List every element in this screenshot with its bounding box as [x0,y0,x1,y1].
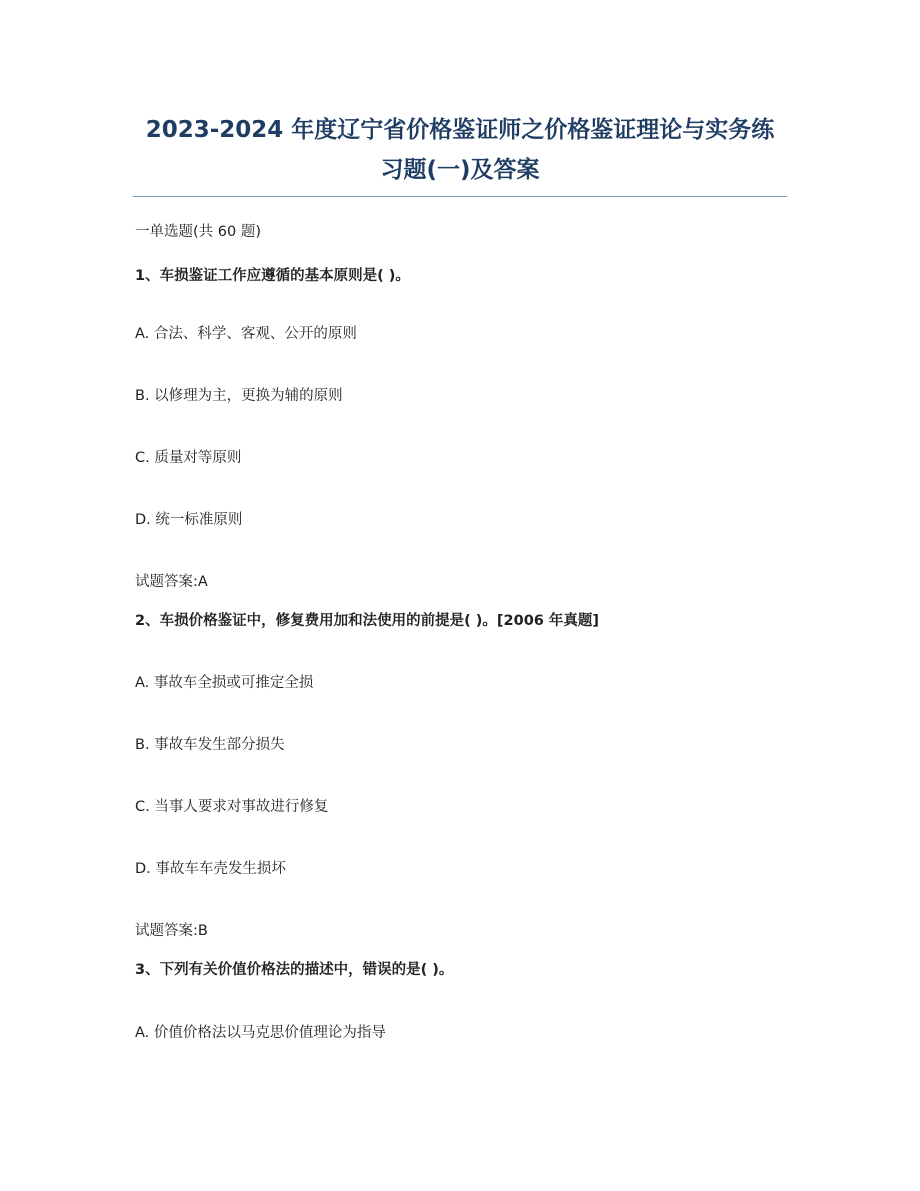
option-b: B. 以修理为主，更换为辅的原则 [135,388,343,404]
option-d: D. 事故车车壳发生损坏 [135,861,286,877]
option-c: C. 质量对等原则 [135,450,242,466]
question-stem: 3、下列有关价值价格法的描述中，错误的是( )。 [135,962,454,978]
answer-line: 试题答案:A [135,574,208,590]
section-header: 一单选题(共 60 题) [135,224,261,240]
option-d: D. 统一标准原则 [135,512,243,528]
option-a: A. 价值价格法以马克思价值理论为指导 [135,1025,386,1041]
question-stem: 2、车损价格鉴证中，修复费用加和法使用的前提是( )。[2006 年真题] [135,613,600,629]
document-title [133,110,787,190]
option-c: C. 当事人要求对事故进行修复 [135,799,329,815]
option-a: A. 事故车全损或可推定全损 [135,675,314,691]
title-line-1: 2023-2024 年度辽宁省价格鉴证师之价格鉴证理论与实务练 [145,117,775,143]
option-a: A. 合法、科学、客观、公开的原则 [135,326,357,342]
title-line-2: 习题(一)及答案 [380,157,540,183]
question-stem: 1、车损鉴证工作应遵循的基本原则是( )。 [135,268,410,284]
title-divider [133,196,787,197]
option-b: B. 事故车发生部分损失 [135,737,285,753]
answer-line: 试题答案:B [135,923,208,939]
